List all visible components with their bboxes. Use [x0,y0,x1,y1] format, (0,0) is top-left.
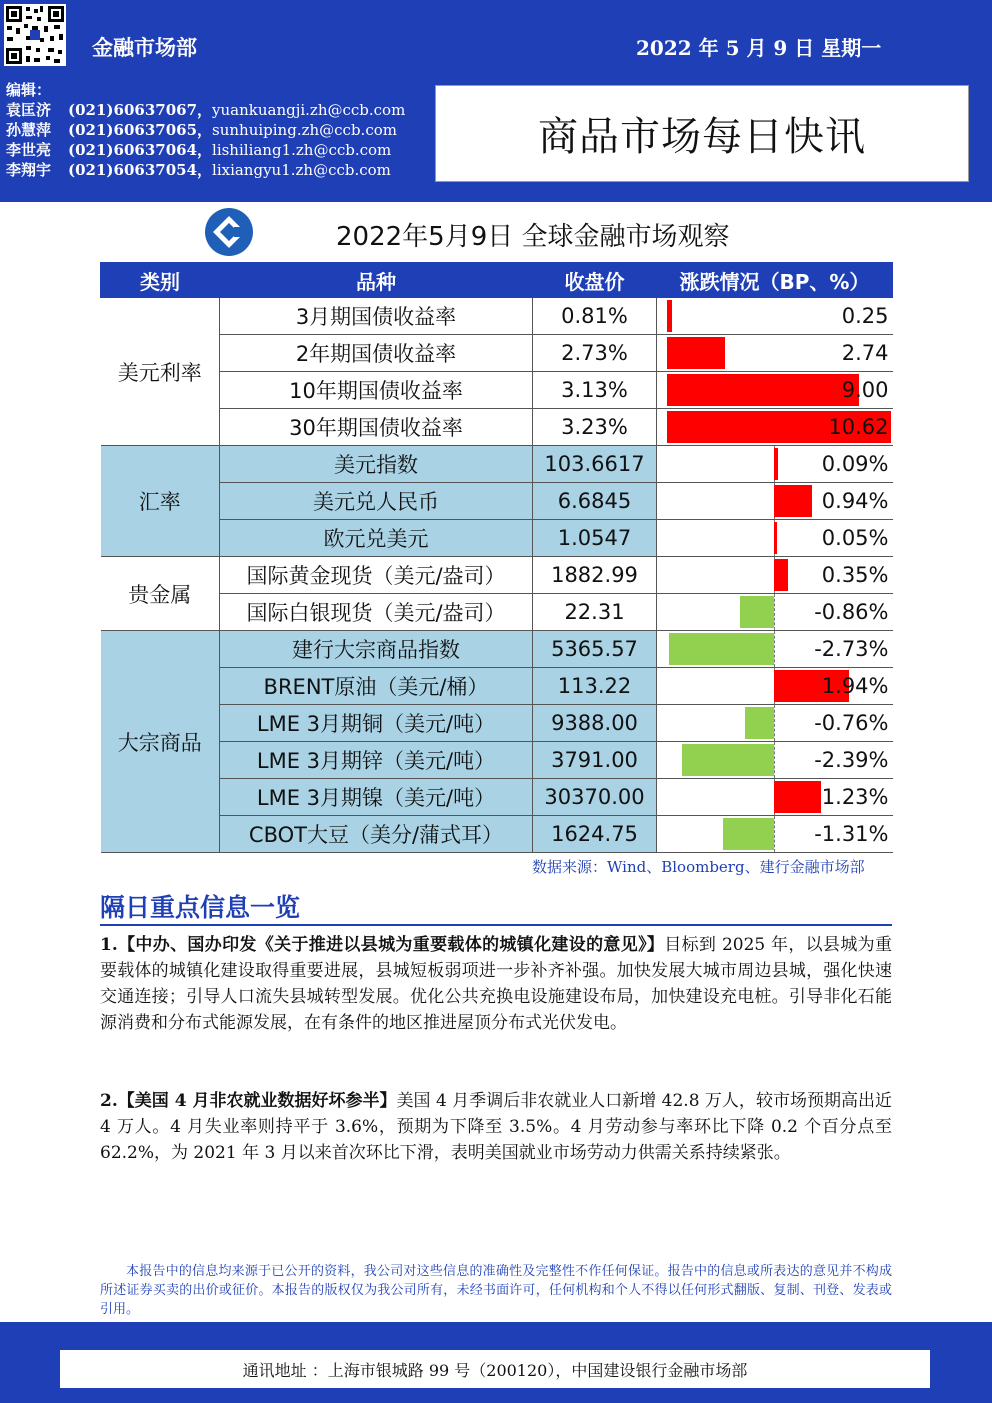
editor-email[interactable]: yuankuangji.zh@ccb.com [212,101,406,119]
change-bar [723,818,774,850]
item-cell: 欧元兑美元 [220,520,533,557]
change-cell [657,668,893,705]
editor-phone: (021)60637064， [68,141,213,159]
item-cell: 30年期国债收益率 [220,409,533,446]
editor-phone: (021)60637065， [68,121,213,139]
change-bar [667,300,672,332]
change-bar [774,448,778,480]
table-row [101,594,893,631]
table-row [101,409,893,446]
zero-line [774,816,775,852]
table-row [101,779,893,816]
zero-line [774,742,775,778]
change-cell [657,816,893,853]
header-category: 类别 [101,263,220,298]
close-cell: 9388.00 [533,705,657,742]
change-value: -2.73% [814,637,889,661]
change-cell [657,742,893,779]
item-cell: LME 3月期镍（美元/吨） [220,779,533,816]
department-name: 金融市场部 [92,35,197,60]
category-cell: 大宗商品 [101,631,220,853]
table-header-row [101,263,893,298]
header-item: 品种 [220,263,533,298]
change-cell [657,520,893,557]
change-cell [657,557,893,594]
change-cell [657,483,893,520]
table-row [101,557,893,594]
change-value: 0.94% [821,489,889,513]
item-cell: 2年期国债收益率 [220,335,533,372]
close-cell: 113.22 [533,668,657,705]
data-source: 数据来源：Wind、Bloomberg、建行金融市场部 [532,858,865,876]
category-cell: 贵金属 [101,557,220,631]
close-cell: 22.31 [533,594,657,631]
news-body: 目标到 2025 年，以县城为重要载体的城镇化建设取得重要进展，县城短板弱项进一步补齐补强。加快发展大城市周边县城，强化快速交通连接；引导人口流失县城转型发展。优化公共充换电设施建设布局，加快建设充电桩。引导非化石能源消费和分布式能源发展，在有条件的地区推进屋顶分布式光伏发电。 [100,935,892,1033]
change-cell [657,631,893,668]
editor-name: 孙慧萍 [6,121,52,139]
change-value: 0.05% [821,526,889,550]
change-value: 0.25 [841,304,889,328]
change-bar [774,559,788,591]
close-cell: 2.73% [533,335,657,372]
item-cell: 3月期国债收益率 [220,298,533,335]
change-cell [657,298,893,335]
editor-row [6,160,405,180]
change-value: -0.76% [814,711,889,735]
change-cell [657,705,893,742]
close-cell: 3.23% [533,409,657,446]
change-cell [657,594,893,631]
table-row [101,298,893,335]
news-item [100,932,892,1036]
market-table [100,262,893,853]
table-row [101,668,893,705]
change-bar [774,522,777,554]
close-cell: 1882.99 [533,557,657,594]
report-title: 商品市场每日快讯 [435,85,969,182]
change-cell [657,446,893,483]
change-value: 10.62 [828,415,889,439]
change-value: 1.94% [821,674,889,698]
editor-email[interactable]: lishiliang1.zh@ccb.com [212,141,392,159]
editor-list [6,80,405,180]
item-cell: 美元指数 [220,446,533,483]
change-value: 0.09% [821,452,889,476]
news-heading: 2.【美国 4 月非农就业数据好坏参半】 [100,1091,397,1111]
editor-email[interactable]: lixiangyu1.zh@ccb.com [212,161,391,179]
table-row [101,705,893,742]
category-cell: 美元利率 [101,298,220,446]
disclaimer: 本报告中的信息均来源于已公开的资料，我公司对这些信息的准确性及完整性不作任何保证。报告中的信息或所表达的意见并不构成所述证券买卖的出价或征价。本报告的版权仅为我公司所有，未经书面许可，任何机构和个人不得以任何形式翻版、复制、刊登、发表或引用。 [100,1264,892,1317]
qr-code-icon [4,4,66,66]
news-item [100,1088,892,1166]
news-heading: 1.【中办、国办印发《关于推进以县城为重要载体的城镇化建设的意见》】 [100,935,665,955]
section-title: 隔日重点信息一览 [100,893,301,922]
change-bar [774,485,812,517]
table-row [101,446,893,483]
table-row [101,631,893,668]
close-cell: 6.6845 [533,483,657,520]
editor-row [6,140,405,160]
table-title: 2022年5月9日 全球金融市场观察 [336,222,730,252]
close-cell: 30370.00 [533,779,657,816]
editors-label: 编辑： [6,81,52,99]
change-cell [657,335,893,372]
change-bar [667,337,725,369]
editor-phone: (021)60637054， [68,161,213,179]
close-cell: 0.81% [533,298,657,335]
close-cell: 1624.75 [533,816,657,853]
close-cell: 3791.00 [533,742,657,779]
item-cell: BRENT原油（美元/桶） [220,668,533,705]
table-row [101,335,893,372]
change-value: 1.23% [821,785,889,809]
change-bar [745,707,774,739]
item-cell: 美元兑人民币 [220,483,533,520]
news-body: 美国 4 月季调后非农就业人口新增 42.8 万人，较市场预期高出近 4 万人。4 月失业率则持平于 3.6%，预期为下降至 3.5%。4 月劳动参与率环比下降 0.2 个百分点至 62.2%，为 2021 年 3 月以来首次环比下滑，表明美国就业市场劳动力供需关系持续紧张。 [100,1091,892,1163]
editor-name: 李世亮 [6,141,52,159]
report-date: 2022 年 5 月 9 日 星期一 [636,36,882,60]
editor-row [6,100,405,120]
change-bar [667,374,859,406]
editor-email[interactable]: sunhuiping.zh@ccb.com [212,121,397,139]
change-cell [657,409,893,446]
close-cell: 1.0547 [533,520,657,557]
item-cell: 国际白银现货（美元/盎司） [220,594,533,631]
item-cell: 国际黄金现货（美元/盎司） [220,557,533,594]
item-cell: LME 3月期铜（美元/吨） [220,705,533,742]
change-value: 9.00 [841,378,889,402]
change-value: 2.74 [841,341,889,365]
editor-name: 袁匡济 [6,101,52,119]
table-row [101,520,893,557]
ccb-logo-icon [204,207,254,257]
item-cell: 建行大宗商品指数 [220,631,533,668]
change-value: -0.86% [814,600,889,624]
item-cell: CBOT大豆（美分/蒲式耳） [220,816,533,853]
close-cell: 3.13% [533,372,657,409]
editor-name: 李翔宇 [6,161,52,179]
change-value: 0.35% [821,563,889,587]
change-bar [669,633,774,665]
item-cell: 10年期国债收益率 [220,372,533,409]
change-bar [740,596,774,628]
change-value: -2.39% [814,748,889,772]
table-row [101,816,893,853]
change-cell [657,779,893,816]
change-cell [657,372,893,409]
item-cell: LME 3月期锌（美元/吨） [220,742,533,779]
zero-line [774,705,775,741]
header-change: 涨跌情况（BP、%） [657,263,893,298]
header-close: 收盘价 [533,263,657,298]
editor-row [6,120,405,140]
change-bar [682,744,774,776]
section-divider [100,924,892,926]
table-row [101,483,893,520]
change-value: -1.31% [814,822,889,846]
close-cell: 103.6617 [533,446,657,483]
table-body [101,298,893,853]
table-row [101,372,893,409]
zero-line [774,631,775,667]
category-cell: 汇率 [101,446,220,557]
change-bar [774,781,821,813]
close-cell: 5365.57 [533,631,657,668]
zero-line [774,594,775,630]
editor-phone: (021)60637067， [68,101,213,119]
table-row [101,742,893,779]
address: 通讯地址 ：上海市银城路 99 号（200120），中国建设银行金融市场部 [60,1350,930,1388]
